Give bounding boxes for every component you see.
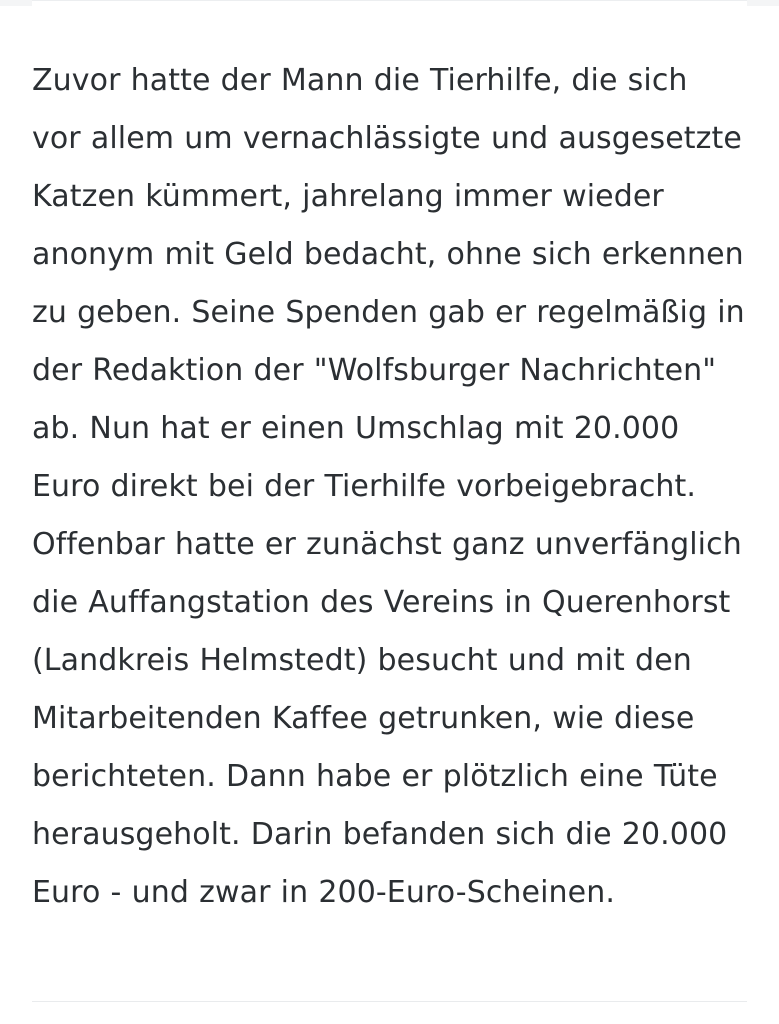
article-paragraph: Zuvor hatte der Mann die Tierhilfe, die sich vor allem um vernachlässigte und ausgesetzte Katzen kümmert, jahrelang immer wieder anonym mit Geld bedacht, ohne sich erkennen zu geben. Seine Spenden gab er regelmäßig in der Redaktion der "Wolfsburger Nachrichten" ab. Nun hat er einen Umschlag mit 20.000 Euro direkt bei der Tierhilfe vorbeigebracht. Offenbar hatte er zunächst ganz unverfänglich die Auffangstation des Vereins in Querenhorst (Landkreis Helmstedt) besucht und mit den Mitarbeitenden Kaffee getrunken, wie diese berichteten. Dann habe er plötzlich eine Tüte herausgeholt. Darin befanden sich die 20.000 Euro - und zwar in 200-Euro-Scheinen. bbox=[32, 63, 745, 910]
top-right-edge-fill bbox=[747, 0, 779, 6]
bottom-divider bbox=[32, 1001, 747, 1002]
top-divider bbox=[32, 0, 747, 1]
article-body bbox=[32, 52, 746, 922]
top-left-edge-fill bbox=[0, 0, 32, 6]
